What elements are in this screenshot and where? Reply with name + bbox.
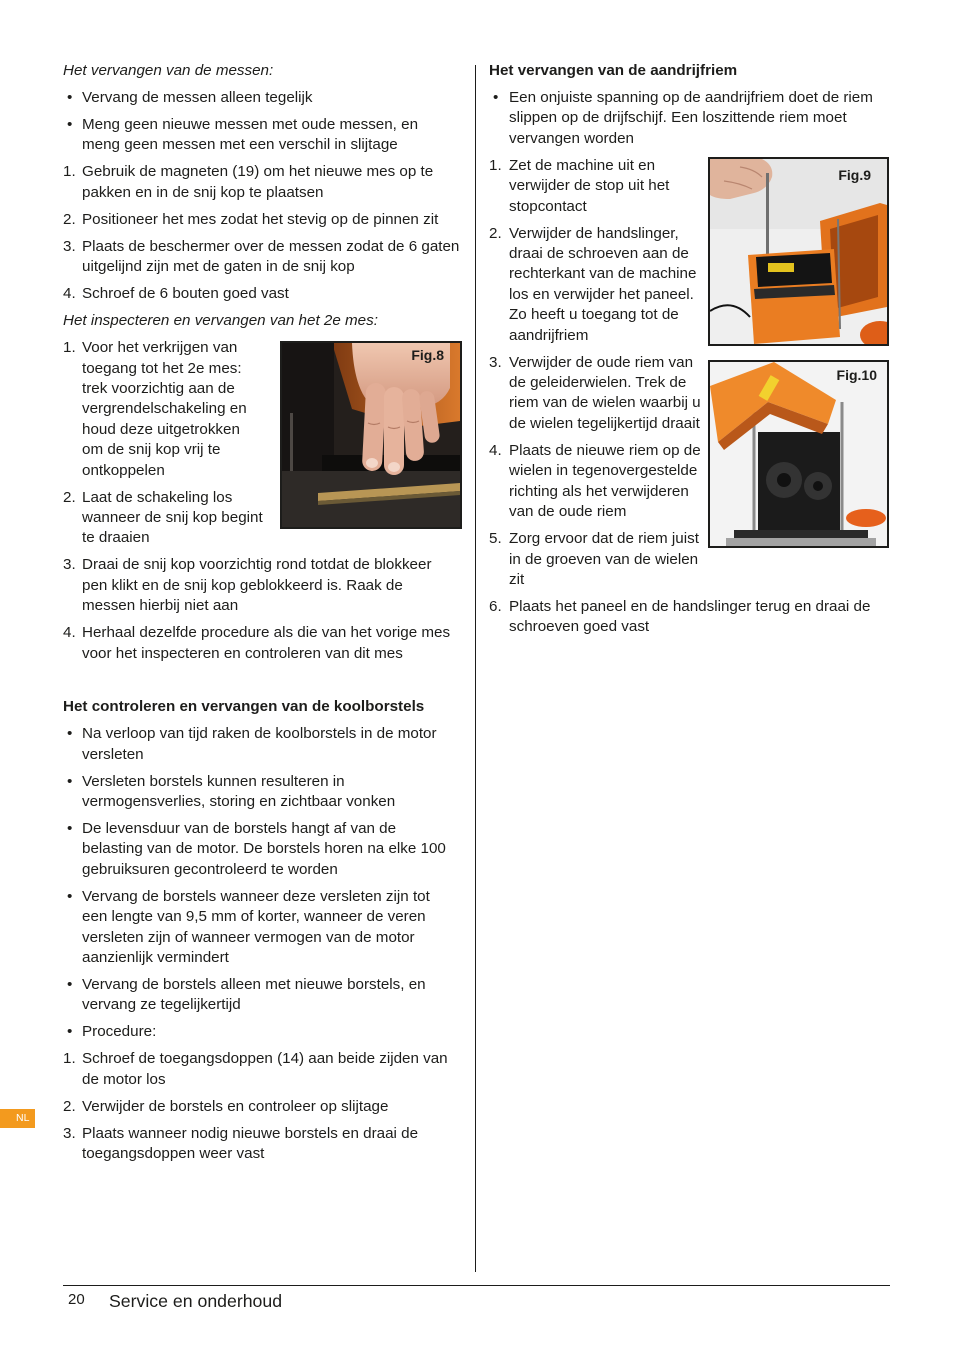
right-column <box>489 61 890 644</box>
step-item <box>63 210 463 230</box>
step-text: Draai de snij kop voorzichtig rond totdat de blokkeer pen klikt en de snij kop geblokkeerd is. Raak de messen hierbij niet aan <box>82 556 432 615</box>
fig9-photo <box>710 159 887 344</box>
bullet-marker: • <box>67 887 73 905</box>
list-item-text: Meng geen nieuwe messen met oude messen, en meng geen messen met een verschil in slijtage <box>82 116 419 154</box>
step-number: 4. <box>489 441 502 459</box>
step-text: Gebruik de magneten (19) om het nieuwe mes op te pakken en in de snij kop te plaatsen <box>82 163 434 201</box>
step-number: 3. <box>63 237 76 255</box>
step-number: 4. <box>63 285 76 303</box>
step-number: 3. <box>489 353 502 371</box>
step-item <box>489 597 890 638</box>
step-item <box>63 237 463 278</box>
step-text: Plaats wanneer nodig nieuwe borstels en draai de toegangsdoppen weer vast <box>82 1124 419 1163</box>
fig10-photo <box>710 362 887 546</box>
step-number: 6. <box>489 597 502 615</box>
step-text: Schroef de toegangsdoppen (14) aan beide zijden van de motor los <box>82 1050 448 1088</box>
figure-8 <box>280 341 462 529</box>
list-item-text: Versleten borstels kunnen resulteren in vermogensverlies, storing en zichtbaar vonken <box>82 772 396 810</box>
step-item <box>63 284 463 304</box>
list-item-text: Vervang de borstels alleen met nieuwe borstels, en vervang ze tegelijkertijd <box>82 975 426 1014</box>
bullet-marker: • <box>67 819 73 837</box>
subheading-knives: Het vervangen van de messen: <box>63 62 274 79</box>
figure-10 <box>708 360 889 548</box>
step-text: Zorg ervoor dat de riem juist in de groeven van de wielen zit <box>509 530 699 588</box>
list-item-text: Vervang de borstels wanneer deze versleten zijn tot een lengte van 9,5 mm of korter, wanneer de veren versleten zijn of wanneer vermogen van de motor aanzienlijk vermindert <box>82 887 430 966</box>
step-number: 1. <box>63 1050 76 1068</box>
step-number: 3. <box>63 556 76 574</box>
step-number: 1. <box>63 163 76 181</box>
list-item <box>63 975 463 1016</box>
list-item <box>63 1022 463 1042</box>
step-number: 2. <box>63 1097 76 1115</box>
step-text: Schroef de 6 bouten goed vast <box>82 285 289 303</box>
fig8-photo <box>282 343 460 527</box>
figure-label: Fig.9 <box>838 167 871 183</box>
step-text: Laat de schakeling los wanneer de snij kop begint te draaien <box>82 488 263 547</box>
step-number: 5. <box>489 530 502 548</box>
list-item <box>63 88 463 108</box>
bullet-marker: • <box>67 89 73 106</box>
step-item <box>63 555 463 616</box>
step-text: Verwijder de borstels en controleer op slijtage <box>82 1097 389 1115</box>
figure-label: Fig.10 <box>836 367 877 383</box>
step-number: 2. <box>489 224 502 242</box>
list-item-text: Vervang de messen alleen tegelijk <box>82 89 313 106</box>
footer-section-title: Service en onderhoud <box>109 1291 283 1311</box>
list-item-text: Procedure: <box>82 1023 157 1041</box>
heading-belt: Het vervangen van de aandrijfriem <box>489 62 738 79</box>
step-text: Plaats de beschermer over de messen zodat de 6 gaten uitgelijnd zijn met de gaten in de snij kop <box>82 237 460 276</box>
left-column <box>63 61 463 1171</box>
list-item <box>63 115 463 156</box>
step-text: Voor het verkrijgen van toegang tot het 2e mes: trek voorzichtig aan de vergrendelschakeling en houd deze uitgetrokken om de snij kop vrij te ontkoppelen <box>82 339 247 479</box>
step-item <box>63 1097 463 1117</box>
step-item <box>63 623 463 664</box>
step-number: 2. <box>63 210 76 228</box>
heading-brushes: Het controleren en vervangen van de koolborstels <box>63 698 425 716</box>
step-number: 4. <box>63 624 76 642</box>
footer-rule <box>63 1285 890 1286</box>
list-item <box>63 724 463 765</box>
bullet-marker: • <box>67 772 73 790</box>
list-item <box>63 887 463 969</box>
list-item-text: Na verloop van tijd raken de koolborstels in de motor versleten <box>82 725 437 763</box>
step-text: Verwijder de handslinger, draai de schroeven aan de rechterkant van de machine los en verwijder het paneel. Zo heeft u toegang tot de aandrijfriem <box>509 224 697 344</box>
step-number: 3. <box>63 1124 76 1142</box>
step-item <box>63 1049 463 1090</box>
bullet-marker: • <box>67 116 73 133</box>
list-item <box>63 819 463 880</box>
list-item <box>489 88 890 149</box>
step-item <box>63 162 463 203</box>
list-item-text: Een onjuiste spanning op de aandrijfriem doet de riem slippen op de drijfschijf. Een loszittende riem moet vervangen worden <box>509 89 873 147</box>
step-text: Verwijder de oude riem van de geleiderwielen. Trek de riem van de wielen waarbij u de wielen tegelijkertijd draait <box>509 353 701 432</box>
step-item <box>63 1124 463 1165</box>
figure-label: Fig.8 <box>411 347 444 363</box>
step-text: Herhaal dezelfde procedure als die van het vorige mes voor het inspecteren en controleren van dit mes <box>82 624 451 662</box>
bullet-marker: • <box>67 725 73 743</box>
page-number: 20 <box>68 1291 85 1308</box>
bullet-marker: • <box>67 975 73 993</box>
list-item-text: De levensduur van de borstels hangt af van de belasting van de motor. De borstels horen na elke 100 gebruiksuren gecontroleerd te worden <box>82 819 446 878</box>
step-text: Plaats de nieuwe riem op de wielen in tegenovergestelde richting als het verwijderen van de oude riem <box>509 441 701 521</box>
list-item <box>63 772 463 813</box>
step-text: Positioneer het mes zodat het stevig op de pinnen zit <box>82 210 439 228</box>
language-tab: NL <box>0 1109 35 1128</box>
column-divider <box>475 65 476 1272</box>
step-number: 2. <box>63 488 76 506</box>
bullet-marker: • <box>67 1023 73 1041</box>
subheading-second-knife: Het inspecteren en vervangen van het 2e mes: <box>63 312 378 330</box>
figure-9 <box>708 157 889 346</box>
step-text: Zet de machine uit en verwijder de stop uit het stopcontact <box>509 156 670 215</box>
step-text: Plaats het paneel en de handslinger terug en draai de schroeven goed vast <box>509 597 871 636</box>
bullet-marker: • <box>493 89 499 106</box>
step-number: 1. <box>489 156 502 174</box>
step-number: 1. <box>63 339 76 357</box>
